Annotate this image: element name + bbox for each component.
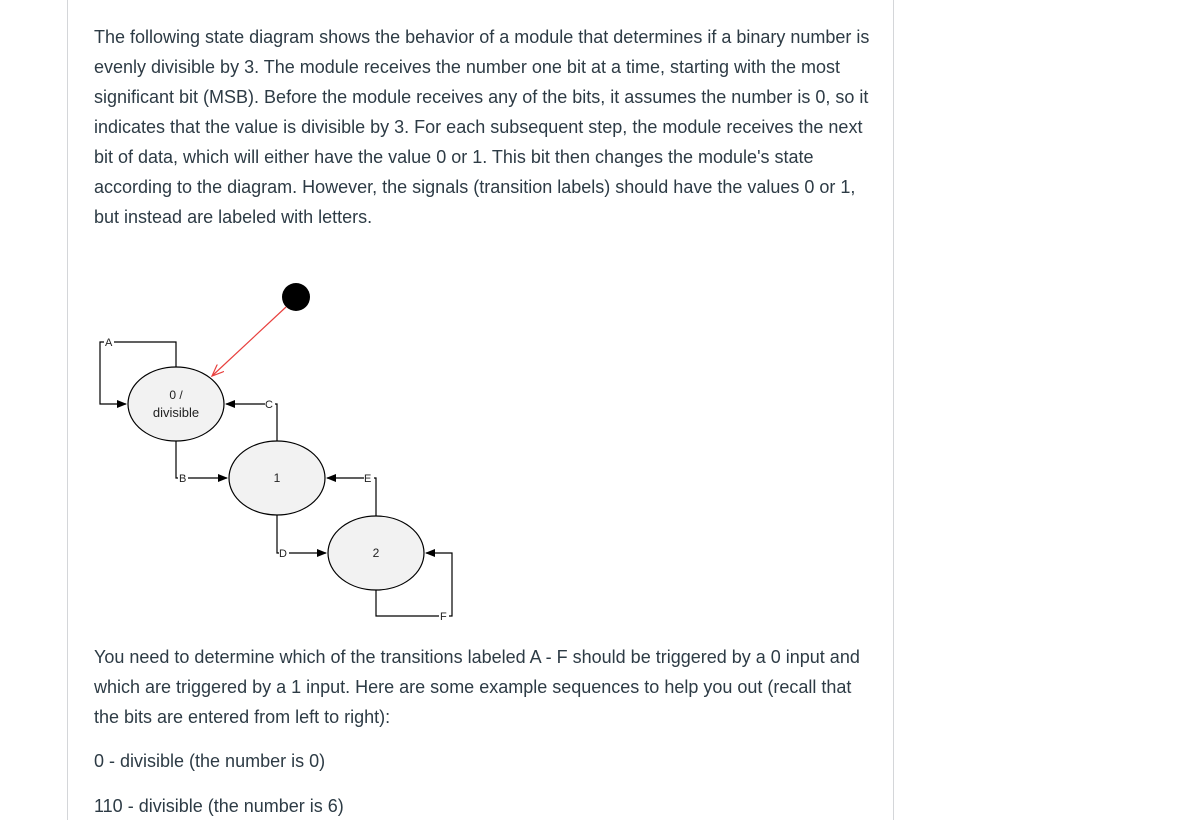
- example-1: 0 - divisible (the number is 0): [94, 751, 326, 771]
- state-1-label: 1: [273, 471, 281, 485]
- intro-paragraph: The following state diagram shows the behavior of a module that determines if a binary number is evenly divisible by 3. The module receives the number one bit at a time, starting with the most significant bit (MSB). Before the module receives any of the bits, it assumes the number is 0, so it indicates that the value is divisible by 3. For each subsequent step, the module receives the next bit of data, which will either have the value 0 or 1. This bit then changes the module's state according to the diagram. However, the signals (transition labels) should have the values 0 or 1, but instead are labeled with letters.: [94, 27, 870, 227]
- state-diagram: [94, 275, 494, 635]
- initial-transition-arrow: [212, 307, 286, 376]
- transition-f-label: F: [440, 611, 447, 623]
- state-diagram-svg: [94, 275, 494, 635]
- transition-d-label: D: [279, 548, 287, 560]
- transition-c-label: C: [265, 399, 273, 411]
- content-border-left: [67, 0, 68, 820]
- initial-state-dot: [282, 283, 310, 311]
- question-paragraph: You need to determine which of the transitions labeled A - F should be triggered by a 0 input and which are triggered by a 1 input. Here are some example sequences to help you out (recall that the bits are entered from left to right):: [94, 647, 860, 727]
- state-2-label: 2: [372, 546, 380, 560]
- question-content: [94, 22, 874, 232]
- example-2: 110 - divisible (the number is 6): [94, 796, 344, 816]
- transition-a-label: A: [105, 337, 113, 349]
- transition-e-label: E: [364, 473, 372, 485]
- content-border-right: [893, 0, 894, 820]
- state-0-divisible: [128, 367, 224, 441]
- state-0-label-line2: divisible: [152, 405, 200, 420]
- transition-b-label: B: [179, 473, 187, 485]
- state-0-label-line1: 0 /: [169, 388, 183, 402]
